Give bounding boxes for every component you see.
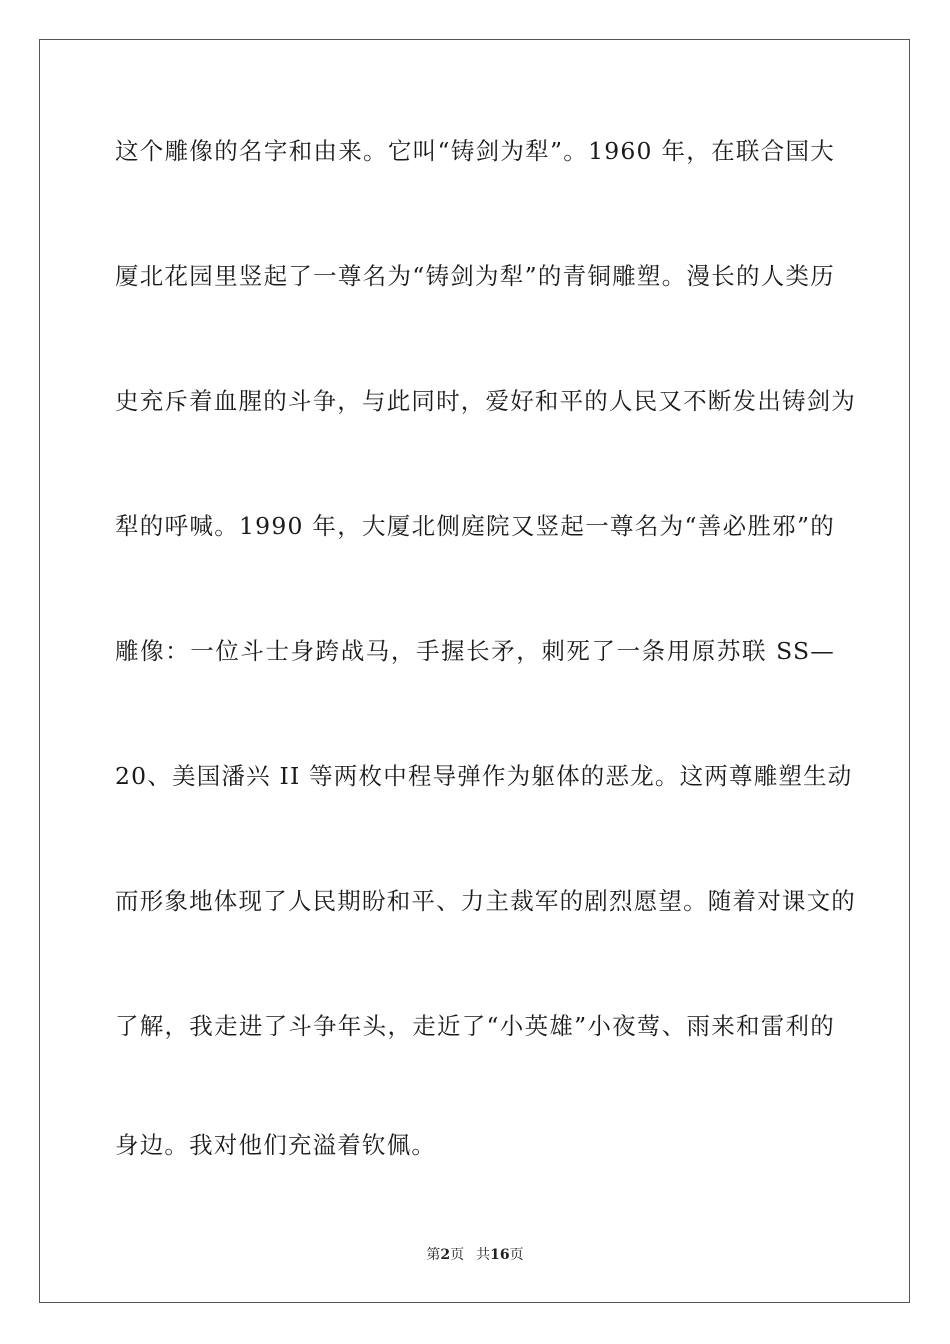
page-suffix: 页 xyxy=(450,1247,465,1263)
page-border xyxy=(39,39,910,1303)
text-line: 犁的呼喊。1990 年，大厦北侧庭院又竖起一尊名为“善必胜邪”的 xyxy=(115,512,835,540)
text-line: 身边。我对他们充溢着钦佩。 xyxy=(115,1131,437,1159)
total-prefix: 共 xyxy=(476,1247,491,1263)
text-line: 20、美国潘兴 II 等两枚中程导弹作为躯体的恶龙。这两尊雕塑生动 xyxy=(115,762,853,790)
page-footer xyxy=(0,1245,950,1265)
page-prefix: 第 xyxy=(426,1247,441,1263)
text-line: 雕像：一位斗士身跨战马，手握长矛，刺死了一条用原苏联 SS— xyxy=(115,637,835,665)
text-line: 了解，我走进了斗争年头，走近了“小英雄”小夜莺、雨来和雷利的 xyxy=(115,1012,835,1040)
total-pages: 16 xyxy=(490,1247,510,1263)
text-line: 而形象地体现了人民期盼和平、力主裁军的剧烈愿望。随着对课文的 xyxy=(115,887,856,915)
text-line: 厦北花园里竖起了一尊名为“铸剑为犁”的青铜雕塑。漫长的人类历 xyxy=(115,262,835,290)
total-suffix: 页 xyxy=(509,1247,524,1263)
text-line: 这个雕像的名字和由来。它叫“铸剑为犁”。1960 年，在联合国大 xyxy=(115,137,835,165)
text-line: 史充斥着血腥的斗争，与此同时，爱好和平的人民又不断发出铸剑为 xyxy=(115,387,856,415)
page-number: 2 xyxy=(440,1247,451,1263)
